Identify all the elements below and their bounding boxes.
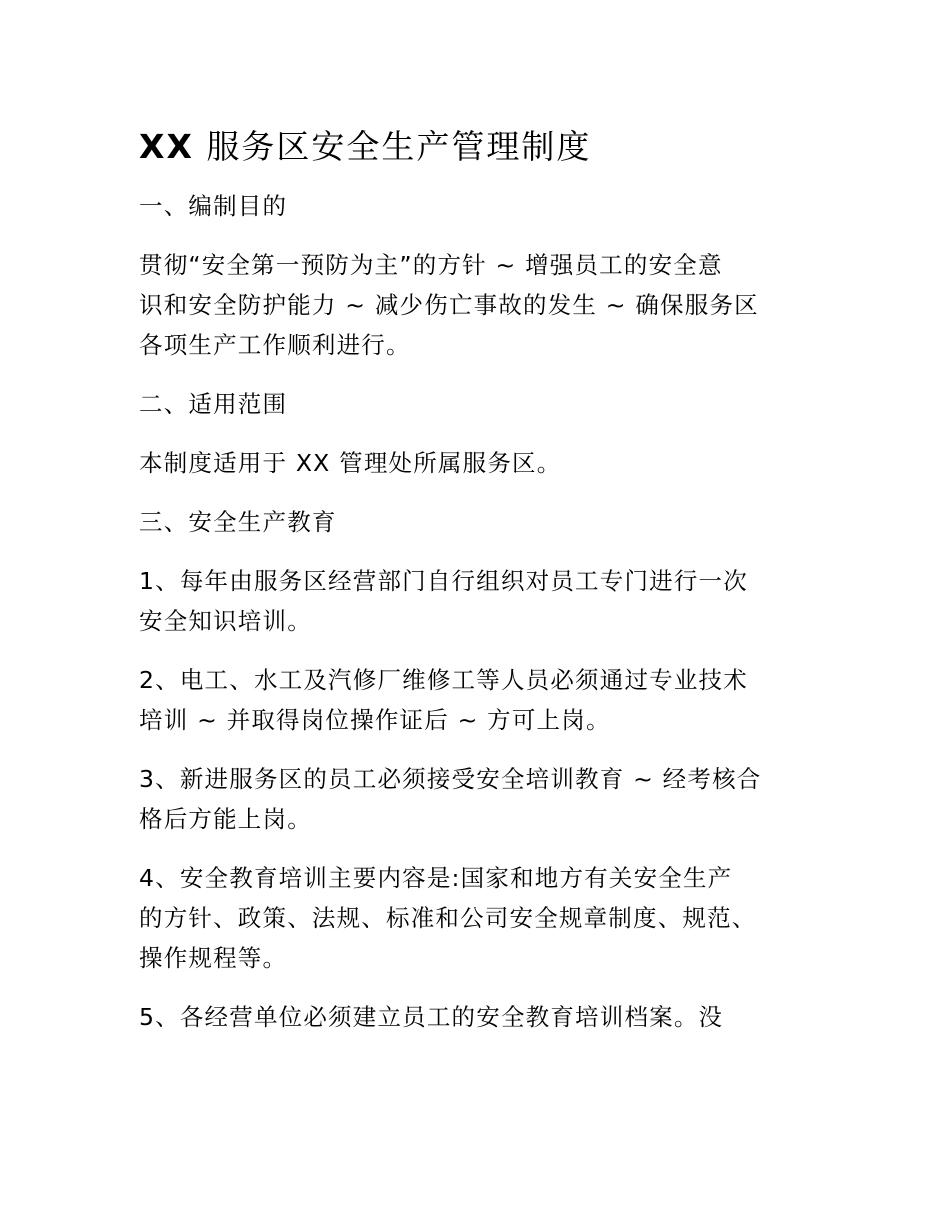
document-body — [139, 124, 811, 1056]
text-line: 2、电工、水工及汽修厂维修工等人员必须通过专业技术 — [139, 666, 748, 694]
text-line: 本制度适用于 XX 管理处所属服务区。 — [139, 449, 562, 477]
text-line: 识和安全防护能力 ~ 减少伤亡事故的发生 ~ 确保服务区 — [139, 291, 759, 319]
text-line: 各项生产工作顺利进行。 — [139, 331, 411, 359]
document-title — [139, 124, 811, 170]
text-line: 5、各经营单位必须建立员工的安全教育培训档案。没 — [139, 1003, 724, 1031]
text-line: 操作规程等。 — [139, 944, 288, 972]
text-line: 的方针、政策、法规、标准和公司安全规章制度、规范、 — [139, 904, 757, 932]
section-heading-purpose — [139, 186, 811, 226]
text-line: 格后方能上岗。 — [139, 805, 312, 833]
list-item-2 — [139, 660, 811, 740]
paragraph-purpose — [139, 245, 811, 365]
text-line: 贯彻“安全第一预防为主”的方针 ~ 增强员工的安全意 — [139, 251, 723, 279]
list-item-3 — [139, 759, 811, 839]
section-heading-scope — [139, 384, 811, 424]
text-line: 1、每年由服务区经营部门自行组织对员工专门进行一次 — [139, 567, 748, 595]
paragraph-scope — [139, 443, 811, 483]
text-line: 二、适用范围 — [139, 390, 288, 418]
text-line: 培训 ~ 并取得岗位操作证后 ~ 方可上岗。 — [139, 706, 611, 734]
text-line: 4、安全教育培训主要内容是:国家和地方有关安全生产 — [139, 864, 733, 892]
section-heading-education — [139, 502, 811, 542]
text-line: 三、安全生产教育 — [139, 508, 337, 536]
text-line: 一、编制目的 — [139, 192, 288, 220]
title-prefix: XX — [139, 127, 194, 166]
list-item-1 — [139, 561, 811, 641]
list-item-5 — [139, 997, 811, 1037]
title-text: 服务区安全生产管理制度 — [193, 127, 592, 166]
list-item-4 — [139, 858, 811, 978]
text-line: 安全知识培训。 — [139, 607, 312, 635]
text-line: 3、新进服务区的员工必须接受安全培训教育 ~ 经考核合 — [139, 765, 762, 793]
